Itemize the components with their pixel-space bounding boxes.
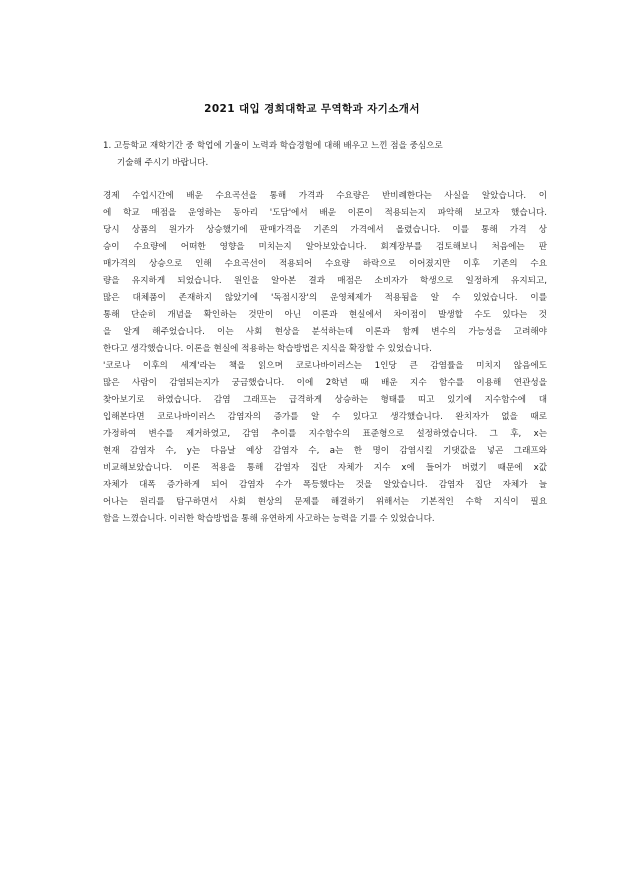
- paragraph-line: 비교해보았습니다. 이론 적용을 통해 감염자 집단 자체가 지수 x에 들어가 버렸기 때문에 x값: [103, 463, 547, 473]
- paragraph-line: 어나는 원리를 탐구하면서 사회 현상의 문제를 해결하기 위해서는 기본적인 수학 지식이 필요: [103, 497, 547, 507]
- paragraph-line: 입해본다면 코로나바이러스 감염자의 증가를 알 수 있다고 생각했습니다. 완치자가 없을 때로: [103, 412, 547, 422]
- paragraph-line: 자체가 대폭 증가하게 되어 감염자 수가 폭등했다는 것을 알았습니다. 감염자 집단 자체가 늘: [103, 480, 547, 490]
- question-line-2: 기술해 주시기 바랍니다.: [117, 158, 209, 168]
- paragraph-line: 을 알게 해주었습니다. 이는 사회 현상을 분석하는데 이론과 함께 변수의 가능성을 고려해야: [103, 327, 547, 337]
- essay-body: [103, 188, 547, 528]
- essay-question: [103, 138, 547, 172]
- paragraph-line: 승이 수요량에 어떠한 영향을 미치는지 알아보았습니다. 회계장부를 검토해보니 처음에는 판: [103, 242, 547, 252]
- document-title: 2021 대입 경희대학교 무역학과 자기소개서: [204, 103, 420, 115]
- paragraph-line: 많은 사람이 감염되는지가 궁금했습니다. 이에 2학년 때 배운 지수 함수를 이용해 연관성을: [103, 378, 547, 388]
- paragraph-line: 매가격의 상승으로 인해 수요곡선이 적용되어 수요량 하락으로 이어졌지만 이후 기존의 수요: [103, 259, 547, 269]
- paragraph-line: 당시 상품의 원가가 상승했기에 판매가격을 기존의 가격에서 올렸습니다. 이를 통해 가격 상: [103, 225, 547, 235]
- paragraph-line: 한다고 생각했습니다. 이론을 현실에 적용하는 학습방법은 지식을 확장할 수 있었습니다.: [103, 344, 432, 354]
- paragraph-line: 많은 대체품이 존재하지 않았기에 '독점시장'의 운영체제가 적용됨을 알 수 있었습니다. 이를: [103, 293, 547, 303]
- paragraph-2: [103, 358, 547, 528]
- paragraph-line: 함을 느꼈습니다. 이러한 학습방법을 통해 유연하게 사고하는 능력을 기를 수 있었습니다.: [103, 514, 435, 524]
- paragraph-line: 가정하여 변수를 제거하였고, 감염 추이를 지수함수의 표준형으로 설정하였습니다. 그 후, x는: [103, 429, 547, 439]
- paragraph-line: 경제 수업시간에 배운 수요곡선을 통해 가격과 수요량은 반비례한다는 사실을 알았습니다. 이: [103, 191, 547, 201]
- paragraph-line: 량을 유지하게 되었습니다. 원인을 알아본 결과 매점은 소비자가 학생으로 일정하게 유지되고,: [103, 276, 547, 286]
- paragraph-line: 현재 감염자 수, y는 다음날 예상 감염자 수, a는 한 명이 감염시킬 기댓값을 넣곤 그래프와: [103, 446, 547, 456]
- paragraph-line: 통해 단순히 개념을 확인하는 것만이 아닌 이론과 현실에서 차이점이 발생할 수도 있다는 것: [103, 310, 547, 320]
- question-line-1: 1. 고등학교 재학기간 중 학업에 기울이 노력과 학습경험에 대해 배우고 느낀 점을 중심으로: [103, 141, 443, 151]
- paragraph-1: [103, 188, 547, 358]
- paragraph-line: 에 학교 매점을 운영하는 동아리 '도담'에서 배운 이론이 적용되는지 파악해 보고자 했습니다.: [103, 208, 547, 218]
- paragraph-line: '코로나 이후의 세계'라는 책을 읽으며 코로나바이러스는 1인당 큰 감염률을 미치지 않음에도: [103, 361, 547, 371]
- paragraph-line: 찾아보기로 하였습니다. 감염 그래프는 급격하게 상승하는 형태를 띠고 있기에 지수함수에 대: [103, 395, 547, 405]
